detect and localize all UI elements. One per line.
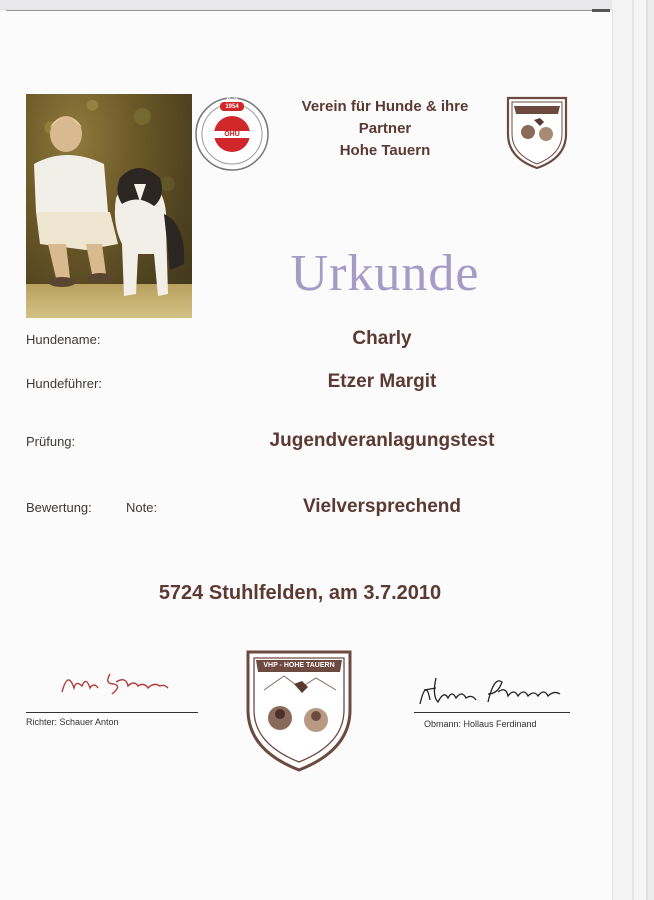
- document-title: Urkunde: [290, 245, 480, 302]
- chair-signature: [414, 672, 574, 712]
- pruefung-label: Prüfung:: [26, 434, 76, 449]
- chair-signature-line: [414, 712, 570, 713]
- pruefung-value: Jugendveranlagungstest: [269, 430, 495, 451]
- seal-center-text: ÖHU: [224, 131, 240, 138]
- hundefuehrer-label: Hundeführer:: [26, 376, 102, 391]
- chair-caption: Obmann: Hollaus Ferdinand: [424, 719, 537, 729]
- hundefuehrer-value: Etzer Margit: [327, 371, 437, 392]
- handler-dog-photo: [26, 94, 192, 318]
- paper-edge: [612, 0, 654, 900]
- club-name-line3: Hohe Tauern: [339, 142, 431, 159]
- vhp-crest-small-icon: [504, 94, 570, 170]
- club-name-line1: Verein für Hunde & ihre: [301, 98, 469, 115]
- judge-caption: Richter: Schauer Anton: [26, 717, 119, 727]
- top-border-line: [6, 10, 610, 11]
- club-name-line2: Partner: [358, 120, 412, 137]
- seal-year-text: Seit 1954: [225, 98, 239, 110]
- hundename-label: Hundename:: [26, 332, 101, 347]
- note-label: Note:: [126, 500, 158, 515]
- top-border-mark: [592, 9, 610, 12]
- club-name: [280, 96, 490, 162]
- place-date: 5724 Stuhlfelden, am 3.7.2010: [158, 582, 442, 604]
- bewertung-value: Vielversprechend: [302, 496, 462, 517]
- crest-banner-text: VHP - HOHE TAUERN: [263, 662, 335, 669]
- judge-signature-line: [26, 712, 198, 713]
- hundename-value: Charly: [352, 328, 412, 349]
- bewertung-label: Bewertung:: [26, 500, 92, 515]
- photo-figures: [26, 94, 192, 318]
- judge-signature: [56, 662, 176, 702]
